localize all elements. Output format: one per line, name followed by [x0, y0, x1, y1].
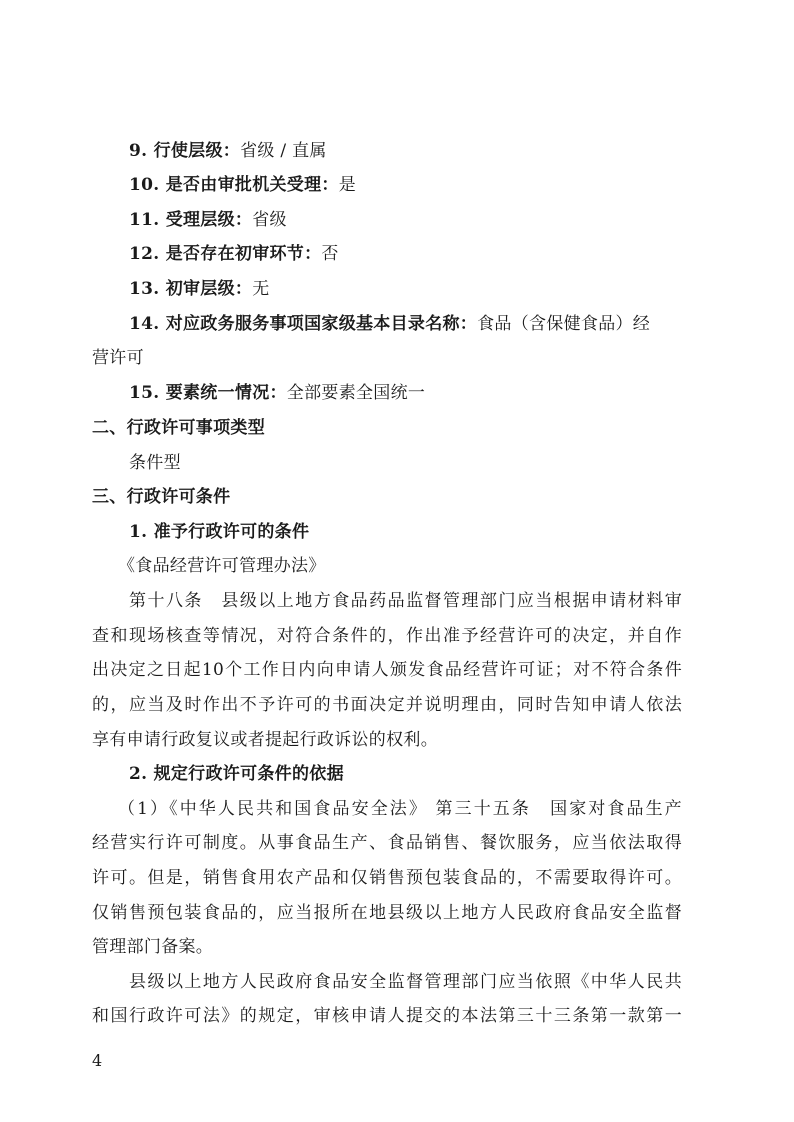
- item-label: 12. 是否存在初审环节：: [129, 244, 322, 264]
- item-11: [129, 209, 682, 231]
- item-label: 14. 对应政务服务事项国家级基本目录名称：: [129, 314, 478, 334]
- item-value: 无: [252, 279, 270, 299]
- article-18-line-4: 的，应当及时作出不予许可的书面决定并说明理由，同时告知申请人依法: [92, 695, 682, 715]
- section-2-body: 条件型: [129, 453, 181, 473]
- item-value: 省级: [252, 210, 287, 230]
- item-label: 13. 初审层级：: [129, 279, 253, 299]
- food-safety-law-line-5: 管理部门备案。: [92, 937, 214, 957]
- item-15: [129, 382, 682, 404]
- section-2-heading: 二、行政许可事项类型: [92, 418, 265, 438]
- item-9: [129, 140, 682, 162]
- item-label: 15. 要素统一情况：: [129, 383, 287, 403]
- item-label: 9. 行使层级：: [129, 141, 241, 161]
- item-value: 食品（含保健食品）经: [477, 314, 651, 334]
- article-18-line-3: 出决定之日起10个工作日内向申请人颁发食品经营许可证；对不符合条件: [92, 660, 682, 680]
- item-12: [129, 243, 682, 265]
- item-value: 省级 / 直属: [240, 141, 327, 161]
- food-safety-law-line-4: 仅销售预包装食品的，应当报所在地县级以上地方人民政府食品安全监督: [92, 903, 682, 923]
- item-10: [129, 174, 682, 196]
- item-label: 10. 是否由审批机关受理：: [129, 175, 339, 195]
- food-safety-law-para2-line-1: 县级以上地方人民政府食品安全监督管理部门应当依照《中华人民共: [129, 972, 682, 992]
- item-13: [129, 278, 682, 300]
- item-value: 否: [321, 244, 339, 264]
- item-label: 11. 受理层级：: [129, 210, 253, 230]
- item-14: [129, 313, 682, 335]
- food-safety-law-line-2: 经营实行许可制度。从事食品生产、食品销售、餐饮服务，应当依法取得: [92, 833, 682, 853]
- item-14-continuation: [92, 347, 682, 369]
- food-safety-law-line-1: （1）《中华人民共和国食品安全法》 第三十五条 国家对食品生产: [118, 799, 682, 819]
- subsection-2-title: 2. 规定行政许可条件的依据: [129, 764, 344, 784]
- article-18-line-5: 享有申请行政复议或者提起行政诉讼的权利。: [92, 730, 438, 750]
- article-18-line-1: 第十八条 县级以上地方食品药品监督管理部门应当根据申请材料审: [129, 591, 682, 611]
- section-3-heading: 三、行政许可条件: [92, 487, 231, 507]
- item-value: 全部要素全国统一: [286, 383, 426, 403]
- page-number: 4: [92, 1051, 103, 1070]
- food-safety-law-line-3: 许可。但是，销售食用农产品和仅销售预包装食品的，不需要取得许可。: [92, 868, 682, 888]
- item-value: 是: [338, 175, 357, 195]
- food-safety-law-para2-line-2: 和国行政许可法》的规定，审核申请人提交的本法第三十三条第一款第一: [92, 1006, 682, 1026]
- subsection-1-title: 1. 准予行政许可的条件: [129, 522, 310, 542]
- subsection-1-source: 《食品经营许可管理办法》: [118, 556, 326, 576]
- article-18-line-2: 查和现场核查等情况，对符合条件的，作出准予经营许可的决定，并自作: [92, 626, 682, 646]
- item-value-cont: 营许可: [92, 348, 144, 368]
